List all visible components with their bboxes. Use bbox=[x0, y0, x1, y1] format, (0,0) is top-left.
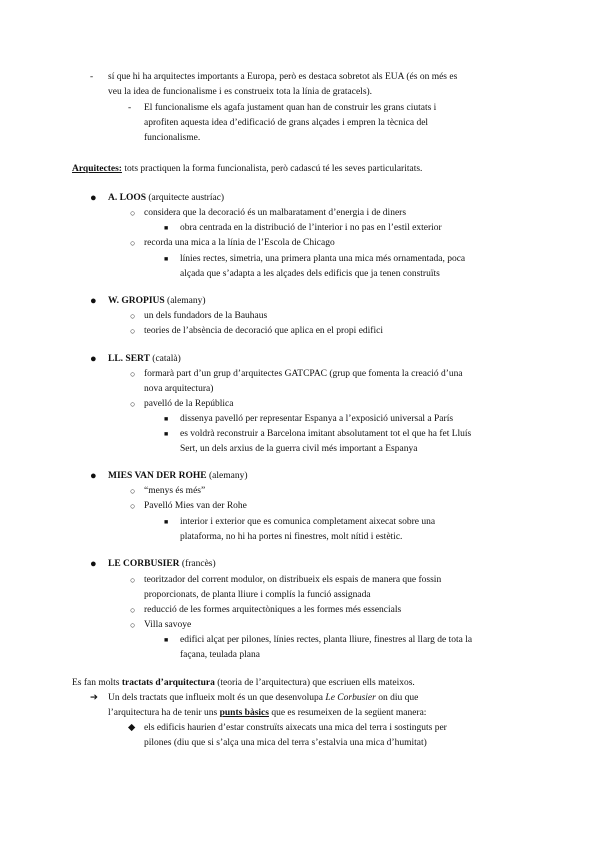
bullet-icon: ● bbox=[90, 192, 97, 204]
list-item: Sert, un dels arxius de la guerra civil més important a Espanya bbox=[180, 444, 418, 454]
list-item: nova arquitectura) bbox=[144, 384, 214, 394]
treatises-pre: Es fan molts bbox=[72, 678, 120, 688]
diamond-item-line-1: els edificis haurien d’estar construïts aixecats una mica del terra i sostinguts per bbox=[144, 723, 447, 733]
list-item: considera que la decoració és un malbaratament d’energia i de diners bbox=[144, 208, 407, 218]
italic-span: Le Corbusier bbox=[325, 693, 376, 703]
intro-dash: - bbox=[90, 72, 94, 82]
architects-intro-text: tots practiquen la forma funcionalista, però cadascú té les seves particularitats. bbox=[124, 164, 423, 174]
bullet-icon: ● bbox=[90, 295, 97, 307]
list-item: Villa savoye bbox=[144, 620, 192, 630]
circle-bullet-icon: ○ bbox=[130, 620, 136, 630]
list-item: es voldrà reconstruir a Barcelona imitant absolutament tot el que ha fet Lluís bbox=[180, 429, 472, 439]
circle-bullet-icon: ○ bbox=[130, 501, 136, 511]
list-item: plataforma, no hi ha portes ni finestres, molt nítid i estètic. bbox=[180, 532, 403, 542]
circle-bullet-icon: ○ bbox=[130, 605, 136, 615]
bullet-icon: ● bbox=[90, 558, 97, 570]
architect-name: MIES VAN DER ROHE bbox=[108, 471, 207, 481]
architect-sert bbox=[108, 352, 181, 367]
architect-origin: (alemany) bbox=[209, 471, 248, 481]
circle-bullet-icon: ○ bbox=[130, 369, 136, 379]
architect-origin: (francès) bbox=[181, 559, 216, 569]
treatises-bold: tractats d’arquitectura bbox=[121, 678, 215, 688]
square-bullet-icon: ■ bbox=[164, 430, 169, 438]
architect-gropius bbox=[108, 294, 206, 309]
intro-line-1: sí que hi ha arquitectes importants a Europa, però es destaca sobretot als EUA (és on més es bbox=[108, 72, 458, 82]
list-item: “menys és més” bbox=[144, 486, 206, 496]
architect-origin: (arquitecte austríac) bbox=[148, 193, 225, 203]
list-item: teories de l’absència de decoració que aplica en el propi edifici bbox=[144, 326, 383, 336]
intro-sub-dash: - bbox=[128, 103, 132, 113]
architect-name: LL. SERT bbox=[108, 354, 150, 364]
architect-corbusier bbox=[108, 557, 216, 572]
intro-sub-line-3: funcionalisme. bbox=[144, 133, 201, 143]
architect-origin: (català) bbox=[152, 354, 181, 364]
square-bullet-icon: ■ bbox=[164, 224, 169, 232]
arrow-icon: ➔ bbox=[90, 693, 98, 703]
text-span: l’arquitectura ha de tenir uns bbox=[108, 708, 218, 718]
architect-loos bbox=[108, 191, 224, 206]
intro-sub-line-1: El funcionalisme els agafa justament quan han de construir les grans ciutats i bbox=[144, 103, 437, 113]
intro-sub-line-2: aprofiten aquesta idea d’edificació de grans alçades i empren la tècnica del bbox=[144, 118, 429, 128]
text-span: Un dels tractats que influeix molt és un que desenvolupa bbox=[108, 693, 324, 703]
list-item: teoritzador del corrent modulor, on distribueix els espais de manera que fossin bbox=[144, 575, 442, 585]
architect-origin: (alemany) bbox=[167, 296, 206, 306]
list-item: obra centrada en la distribució de l’interior i no pas en l’estil exterior bbox=[180, 223, 442, 233]
text-span: que es resumeixen de la següent manera: bbox=[271, 708, 427, 718]
circle-bullet-icon: ○ bbox=[130, 311, 136, 321]
architect-name: LE CORBUSIER bbox=[108, 559, 180, 569]
circle-bullet-icon: ○ bbox=[130, 326, 136, 336]
diamond-item-line-2: pilones (diu que si s’alça una mica del terra s’estalvia una mica d’humitat) bbox=[144, 738, 427, 748]
list-item: alçada que s’adapta a les alçades dels edificis que ja tenen construïts bbox=[180, 269, 440, 279]
bold-underlined-span: punts bàsics bbox=[219, 708, 269, 718]
bullet-icon: ● bbox=[90, 353, 97, 365]
diamond-icon: ◆ bbox=[128, 723, 136, 733]
circle-bullet-icon: ○ bbox=[130, 399, 136, 409]
intro-line-2: veu la idea de funcionalisme i es construeix tota la línia de gratacels). bbox=[108, 87, 373, 97]
architect-name: W. GROPIUS bbox=[108, 296, 165, 306]
architects-label: Arquitectes: bbox=[72, 164, 122, 174]
text-span: on diu que bbox=[378, 693, 419, 703]
arrow-item-line-2 bbox=[108, 706, 426, 721]
list-item: interior i exterior que es comunica completament aixecat sobre una bbox=[180, 517, 436, 527]
list-item: dissenya pavelló per representar Espanya a l’exposició universal a París bbox=[180, 414, 454, 424]
list-item: Pavelló Mies van der Rohe bbox=[144, 501, 247, 511]
list-item: reducció de les formes arquitectòniques a les formes més essencials bbox=[144, 605, 402, 615]
circle-bullet-icon: ○ bbox=[130, 208, 136, 218]
list-item: recorda una mica a la línia de l’Escola de Chicago bbox=[144, 238, 335, 248]
circle-bullet-icon: ○ bbox=[130, 575, 136, 585]
treatises-paragraph bbox=[72, 676, 415, 691]
architect-name: A. LOOS bbox=[108, 193, 147, 203]
square-bullet-icon: ■ bbox=[164, 415, 169, 423]
list-item: línies rectes, simetria, una primera planta una mica més ornamentada, poca bbox=[180, 254, 466, 264]
list-item: un dels fundadors de la Bauhaus bbox=[144, 311, 268, 321]
list-item: edifici alçat per pilones, línies rectes, planta lliure, finestres al llarg de tota la bbox=[180, 635, 473, 645]
circle-bullet-icon: ○ bbox=[130, 486, 136, 496]
architects-heading bbox=[72, 162, 422, 177]
list-item: pavelló de la República bbox=[144, 399, 234, 409]
treatises-post: (teoria de l’arquitectura) que escriuen ells mateixos. bbox=[217, 678, 415, 688]
square-bullet-icon: ■ bbox=[164, 255, 169, 263]
arrow-item-line-1 bbox=[108, 691, 418, 706]
list-item: formarà part d’un grup d’arquitectes GATCPAC (grup que fomenta la creació d’una bbox=[144, 369, 463, 379]
list-item: façana, teulada plana bbox=[180, 650, 260, 660]
square-bullet-icon: ■ bbox=[164, 518, 169, 526]
architect-mies bbox=[108, 469, 248, 484]
bullet-icon: ● bbox=[90, 470, 97, 482]
circle-bullet-icon: ○ bbox=[130, 238, 136, 248]
square-bullet-icon: ■ bbox=[164, 636, 169, 644]
list-item: proporcionats, de planta lliure i complís la funció assignada bbox=[144, 590, 371, 600]
